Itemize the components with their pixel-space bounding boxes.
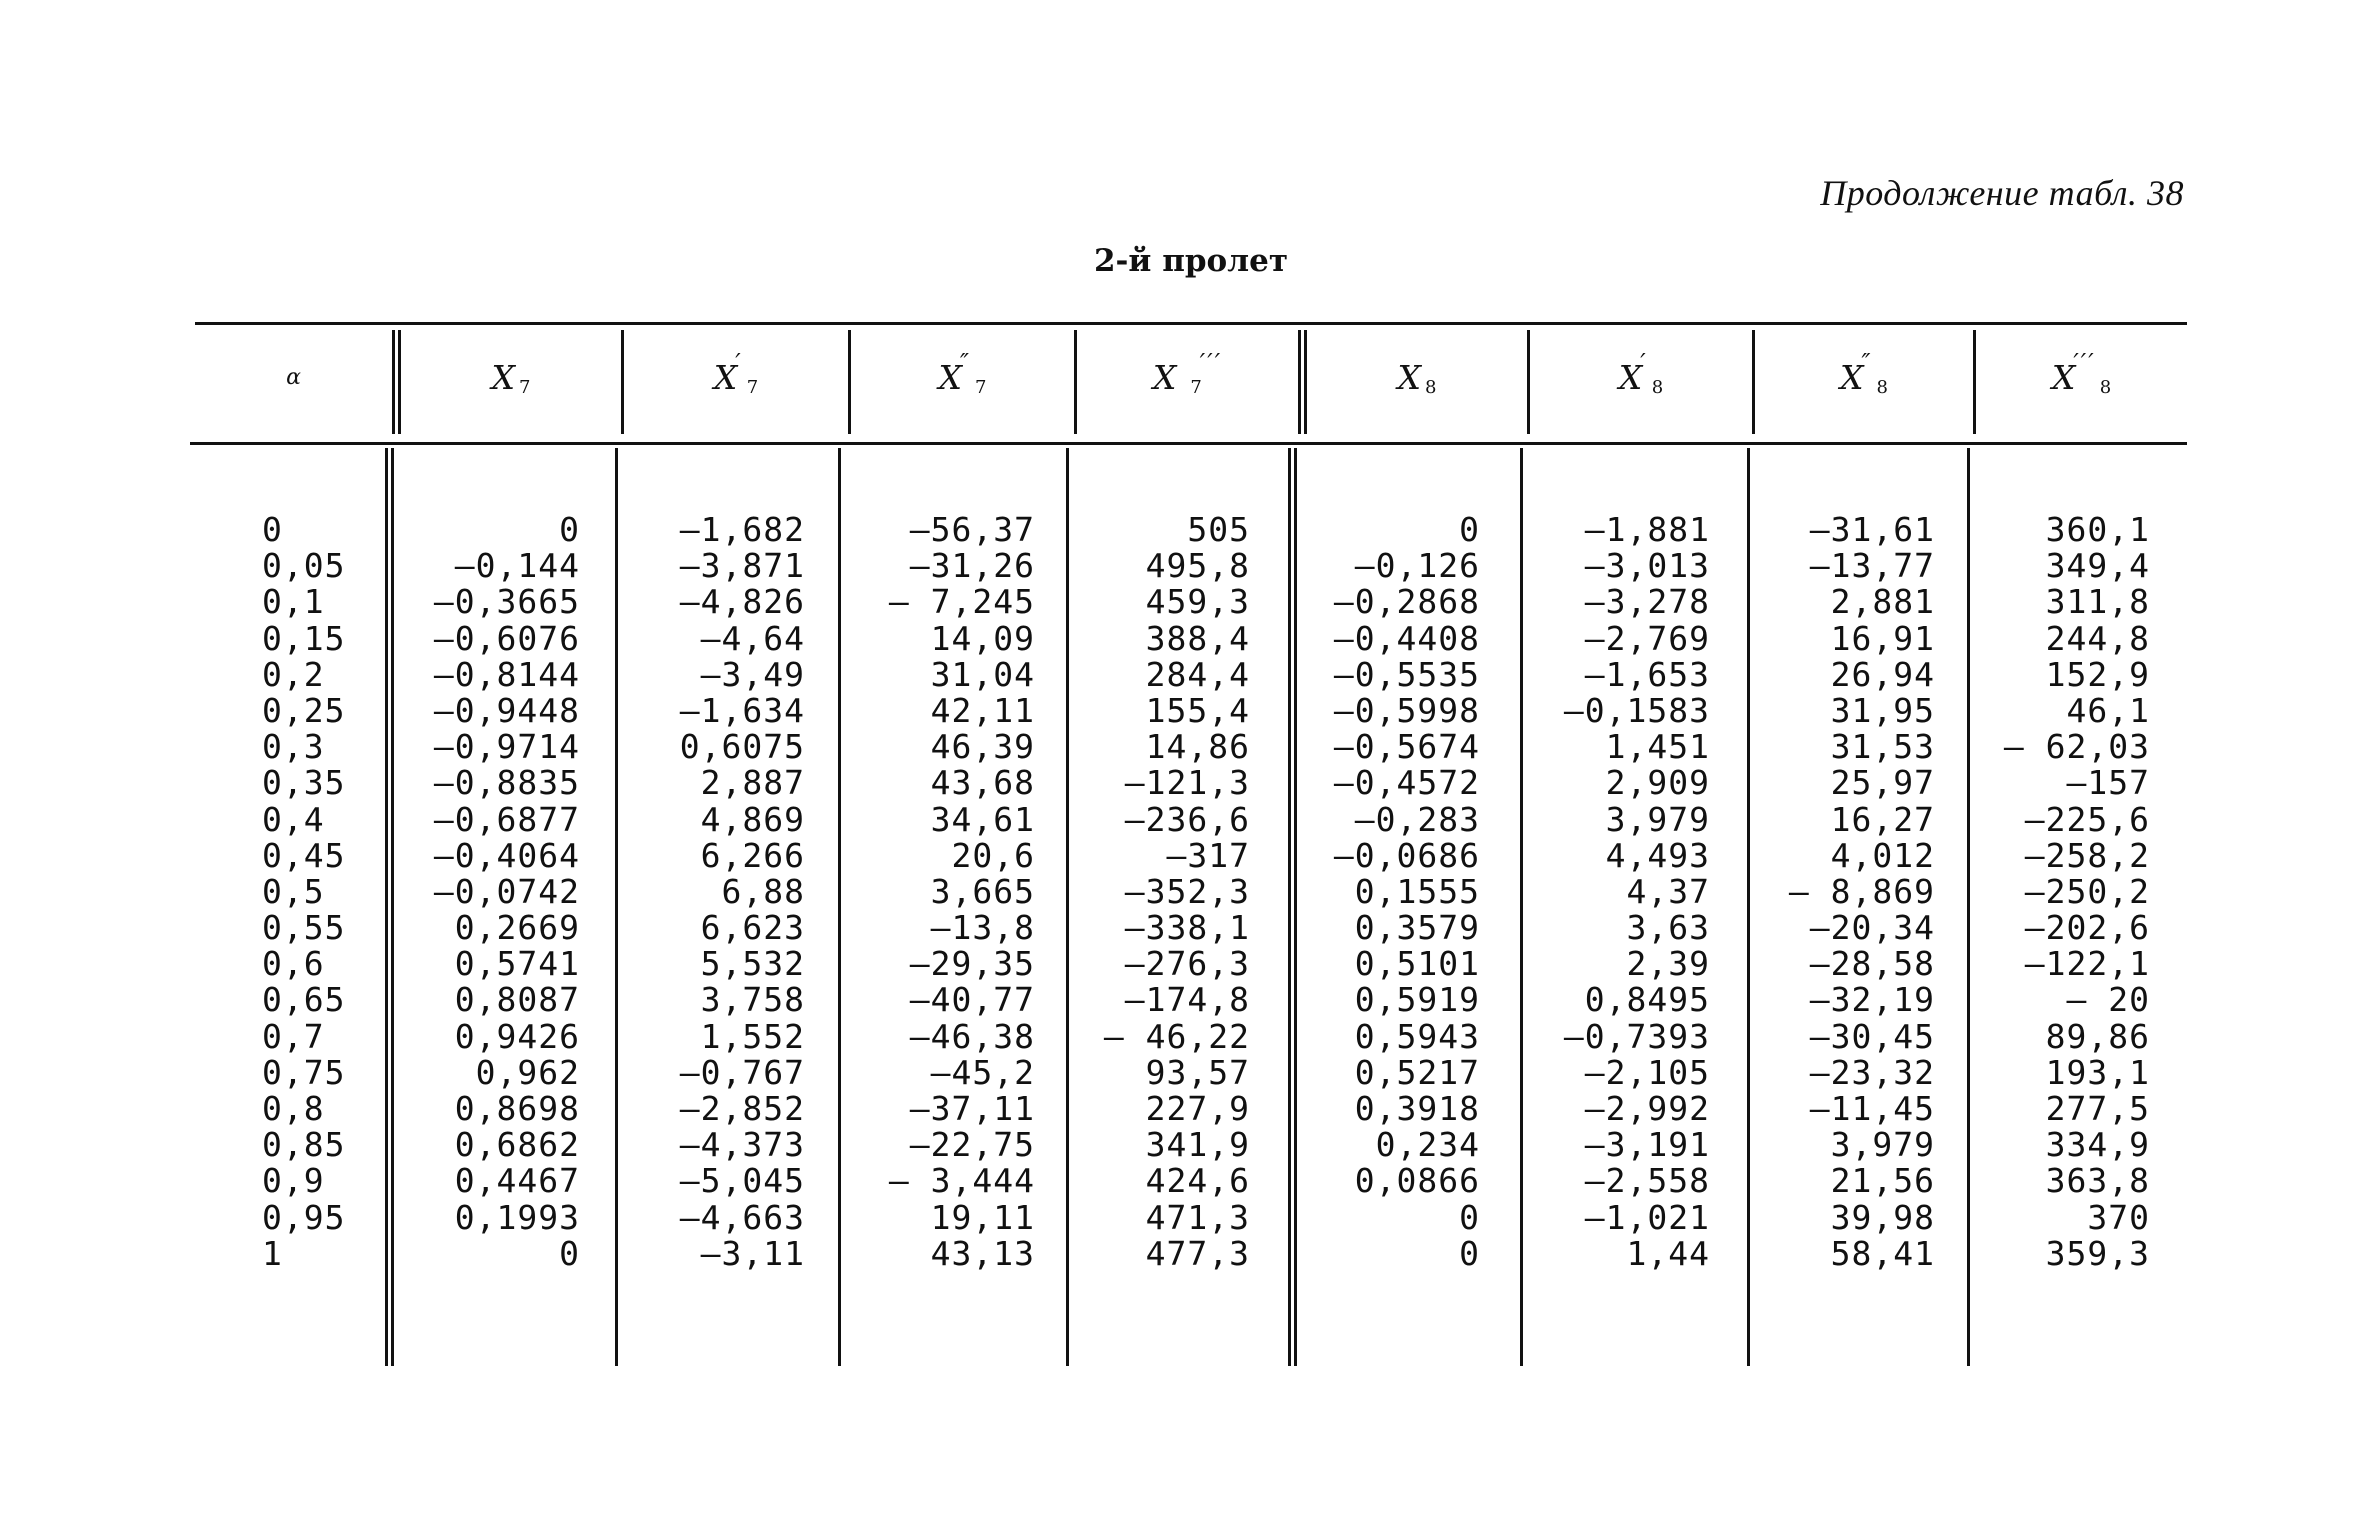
table-cell: 0	[559, 1233, 580, 1273]
span-title: 2-й пролет	[1093, 243, 1289, 279]
table-cell: 2,887	[700, 763, 805, 803]
table-cell: —32,19	[1809, 980, 1935, 1020]
table-cell: —22,75	[909, 1125, 1035, 1165]
table-cell: 0,3579	[1354, 908, 1480, 948]
table-cell: —258,2	[2024, 835, 2150, 875]
table-cell: 2,909	[1605, 763, 1710, 803]
table-cell: —250,2	[2024, 871, 2150, 911]
table-cell: 0	[559, 510, 580, 549]
table-cell: 46,39	[930, 727, 1035, 767]
table-cell: 334,9	[2045, 1125, 2150, 1165]
table-cell: —0,126	[1354, 546, 1480, 586]
body-separator-6	[1520, 448, 1523, 1366]
header-x8-double-prime	[1755, 322, 1973, 432]
table-cell: 42,11	[930, 690, 1035, 730]
table-cell: 0,75	[262, 1052, 346, 1092]
table-cell: 2,39	[1626, 944, 1710, 984]
table-cell: 0	[262, 510, 283, 549]
table-cell: —0,1583	[1563, 690, 1710, 730]
header-x8pp-sub: 8	[1876, 376, 1888, 398]
table-cell: 31,53	[1830, 727, 1935, 767]
table-cell: —276,3	[1124, 944, 1250, 984]
table-cell: 0,05	[262, 546, 346, 586]
table-cell: —31,61	[1809, 510, 1935, 549]
table-cell: 0,0866	[1354, 1161, 1480, 1201]
table-cell: —338,1	[1124, 908, 1250, 948]
table-cell: —1,653	[1584, 654, 1710, 694]
table-cell: —13,77	[1809, 546, 1935, 586]
table-cell: —56,37	[909, 510, 1035, 549]
table-cell: 0,85	[262, 1125, 346, 1165]
table-cell: 388,4	[1145, 618, 1250, 658]
table-cell: —0,3665	[433, 582, 580, 622]
header-x7pp-prime: ″	[960, 349, 971, 377]
table-cell: —0,6076	[433, 618, 580, 658]
table-cell: —2,992	[1584, 1089, 1710, 1128]
table-cell: —20,34	[1809, 908, 1935, 948]
table-cell: 459,3	[1145, 582, 1250, 622]
table-cell: —202,6	[2024, 908, 2150, 948]
table-cell: 0,9	[262, 1161, 325, 1201]
table-cell: 284,4	[1145, 654, 1250, 694]
table-cell: 0,15	[262, 618, 346, 658]
table-cell: 424,6	[1145, 1161, 1250, 1201]
table-cell: 359,3	[2045, 1233, 2150, 1273]
table-cell: 152,9	[2045, 654, 2150, 694]
table-cell: 0,1555	[1354, 871, 1480, 911]
header-x8-triple-prime	[1976, 322, 2187, 432]
table-cell: —0,8835	[433, 763, 580, 803]
table-cell: —122,1	[2024, 944, 2150, 984]
table-cell: —45,2	[930, 1052, 1035, 1092]
table-cell: 3,665	[930, 871, 1035, 911]
header-x8pp-prime: ″	[1861, 349, 1873, 377]
table-cell: 0,3918	[1354, 1089, 1480, 1128]
table-cell: 0,7	[262, 1016, 325, 1056]
table-cell: —29,35	[909, 944, 1035, 984]
table-cell: —0,0742	[433, 871, 580, 911]
header-x8-sub: 8	[1425, 376, 1437, 398]
header-x7pp-sub: 7	[975, 376, 987, 398]
table-cell: 26,94	[1830, 654, 1935, 694]
table-cell: —0,4064	[433, 835, 580, 875]
table-cell: —1,021	[1584, 1197, 1710, 1237]
table-cell: 3,758	[700, 980, 805, 1020]
header-x7	[401, 322, 621, 432]
table-cell: —0,9714	[433, 727, 580, 767]
table-cell: —5,045	[679, 1161, 805, 1201]
table-cell: —0,8144	[433, 654, 580, 694]
table-cell: 0	[1459, 510, 1480, 549]
header-x7-double-prime	[851, 322, 1074, 432]
table-cell: —37,11	[909, 1089, 1035, 1128]
header-x8ppp-prime: ′′′	[2073, 349, 2096, 377]
table-cell: 0,6862	[454, 1125, 580, 1165]
table-cell: —0,5674	[1333, 727, 1480, 767]
table-cell: 19,11	[930, 1197, 1035, 1237]
table-cell: —40,77	[909, 980, 1035, 1020]
table-cell: —2,558	[1584, 1161, 1710, 1201]
table-cell: 0,35	[262, 763, 346, 803]
table-cell: 0,8	[262, 1089, 325, 1128]
table-cell: 0,2	[262, 654, 325, 694]
table-cell: 0,1993	[454, 1197, 580, 1237]
table-cell: —225,6	[2024, 799, 2150, 839]
table-cell: — 62,03	[2003, 727, 2150, 767]
table-cell: 495,8	[1145, 546, 1250, 586]
table-cell: 3,979	[1830, 1125, 1935, 1165]
table-cell: —46,38	[909, 1016, 1035, 1056]
table-cell: 14,86	[1145, 727, 1250, 767]
body-separator-double-1b	[391, 448, 394, 1366]
table-cell: 360,1	[2045, 510, 2150, 549]
table-cell: —352,3	[1124, 871, 1250, 911]
header-x7-label: X	[491, 357, 516, 397]
header-bottom-rule	[190, 442, 2187, 445]
table-cell: 0,6	[262, 944, 325, 984]
table-cell: —13,8	[930, 908, 1035, 948]
table-cell: —0,144	[454, 546, 580, 586]
table-cell: —0,283	[1354, 799, 1480, 839]
column-x7	[425, 512, 580, 1272]
table-cell: 0	[1459, 1197, 1480, 1237]
table-cell: 363,8	[2045, 1161, 2150, 1201]
table-cell: —157	[2066, 763, 2150, 803]
table-cell: 155,4	[1145, 690, 1250, 730]
table-cell: 505	[1187, 510, 1250, 549]
table-cell: 0,6075	[679, 727, 805, 767]
column-x8	[1320, 512, 1480, 1272]
body-separator-double-5b	[1294, 448, 1297, 1366]
table-cell: —0,4572	[1333, 763, 1480, 803]
table-cell: 0,4467	[454, 1161, 580, 1201]
header-x7-triple-prime	[1077, 322, 1298, 432]
header-x7ppp-label: X	[1152, 357, 1177, 397]
table-cell: — 20	[2066, 980, 2150, 1020]
table-cell: —0,0686	[1333, 835, 1480, 875]
header-x8-prime	[1530, 322, 1752, 432]
table-cell: 370	[2087, 1197, 2150, 1237]
table-cell: 349,4	[2045, 546, 2150, 586]
table-cell: 21,56	[1830, 1161, 1935, 1201]
table-cell: 4,37	[1626, 871, 1710, 911]
table-cell: 0,55	[262, 908, 346, 948]
table-cell: 34,61	[930, 799, 1035, 839]
table-cell: 16,27	[1830, 799, 1935, 839]
column-x7-prime	[640, 512, 805, 1272]
table-cell: 0,65	[262, 980, 346, 1020]
table-cell: — 8,869	[1788, 871, 1935, 911]
table-cell: 14,09	[930, 618, 1035, 658]
table-cell: 43,13	[930, 1233, 1035, 1273]
table-cell: 6,88	[721, 871, 805, 911]
table-cell: —4,663	[679, 1197, 805, 1237]
header-alpha-label: α	[286, 364, 301, 390]
table-cell: 1	[262, 1233, 283, 1273]
table-cell: 1,552	[700, 1016, 805, 1056]
table-cell: —4,373	[679, 1125, 805, 1165]
body-separator-8	[1967, 448, 1970, 1366]
header-x8p-sub: 8	[1651, 376, 1664, 398]
table-cell: 244,8	[2045, 618, 2150, 658]
table-cell: 5,532	[700, 944, 805, 984]
table-cell: —0,5535	[1333, 654, 1480, 694]
table-cell: 0,45	[262, 835, 346, 875]
header-x7-sub: 7	[519, 376, 531, 398]
header-separator-double-1a	[392, 330, 395, 434]
table-cell: 20,6	[951, 835, 1035, 875]
table-cell: 6,623	[700, 908, 805, 948]
table-cell: 4,012	[1830, 835, 1935, 875]
table-cell: 341,9	[1145, 1125, 1250, 1165]
table-cell: 31,04	[930, 654, 1035, 694]
table-cell: —1,682	[679, 510, 805, 549]
table-cell: —23,32	[1809, 1052, 1935, 1092]
table-cell: 43,68	[930, 763, 1035, 803]
table-cell: 1,44	[1626, 1233, 1710, 1273]
table-cell: —3,278	[1584, 582, 1710, 622]
table-cell: 39,98	[1830, 1197, 1935, 1237]
header-x8p-label: X	[1618, 357, 1643, 397]
table-cell: 0,962	[475, 1052, 580, 1092]
table-cell: —2,769	[1584, 618, 1710, 658]
table-cell: 0,95	[262, 1197, 346, 1237]
table-cell: 311,8	[2045, 582, 2150, 622]
table-cell: 3,979	[1605, 799, 1710, 839]
table-cell: 0,4	[262, 799, 325, 839]
table-cell: —317	[1166, 835, 1250, 875]
table-cell: 0,234	[1375, 1125, 1480, 1165]
body-separator-3	[838, 448, 841, 1366]
table-cell: —0,2868	[1333, 582, 1480, 622]
table-cell: —0,4408	[1333, 618, 1480, 658]
table-cell: 0,5919	[1354, 980, 1480, 1020]
table-cell: —236,6	[1124, 799, 1250, 839]
table-cell: 277,5	[2045, 1089, 2150, 1128]
table-cell: —4,826	[679, 582, 805, 622]
table-cell: 31,95	[1830, 690, 1935, 730]
table-cell: —11,45	[1809, 1089, 1935, 1128]
table-cell: 0,5943	[1354, 1016, 1480, 1056]
table-cell: —174,8	[1124, 980, 1250, 1020]
header-x8pp-label: X	[1840, 357, 1864, 397]
table-cell: —0,767	[679, 1052, 805, 1092]
table-cell: —31,26	[909, 546, 1035, 586]
table-cell: 0,5101	[1354, 944, 1480, 984]
table-cell: 0,5	[262, 871, 325, 911]
table-cell: 0,5217	[1354, 1052, 1480, 1092]
table-cell: 0,25	[262, 690, 346, 730]
table-cell: —3,013	[1584, 546, 1710, 586]
table-cell: — 7,245	[888, 582, 1035, 622]
table-cell: 0,5741	[454, 944, 580, 984]
column-x8-triple-prime	[1985, 512, 2150, 1272]
header-x8ppp-sub: 8	[2099, 376, 2112, 398]
table-cell: 58,41	[1830, 1233, 1935, 1273]
header-x7-prime	[624, 322, 848, 432]
column-x7-double-prime	[870, 512, 1035, 1272]
table-cell: —3,871	[679, 546, 805, 586]
table-cell: —28,58	[1809, 944, 1935, 984]
table-cell: 227,9	[1145, 1089, 1250, 1128]
body-separator-4	[1066, 448, 1069, 1366]
table-cell: 89,86	[2045, 1016, 2150, 1056]
table-cell: 4,869	[700, 799, 805, 839]
header-alpha	[195, 322, 392, 432]
body-separator-double-5a	[1288, 448, 1291, 1366]
table-cell: 4,493	[1605, 835, 1710, 875]
table-cell: 3,63	[1626, 908, 1710, 948]
column-x8-double-prime	[1770, 512, 1935, 1272]
header-x8p-prime: ′	[1640, 349, 1648, 377]
body-separator-2	[615, 448, 618, 1366]
table-cell: 0,8495	[1584, 980, 1710, 1020]
table-cell: —0,7393	[1563, 1016, 1710, 1056]
header-x8	[1307, 322, 1527, 432]
column-x8-prime	[1540, 512, 1710, 1272]
header-x7ppp-sub: 7	[1190, 376, 1202, 398]
table-cell: 1,451	[1605, 727, 1710, 767]
table-cell: —30,45	[1809, 1016, 1935, 1056]
table-cell: —0,6877	[433, 799, 580, 839]
header-x7p-label: X	[713, 357, 738, 397]
table-cell: 193,1	[2045, 1052, 2150, 1092]
header-x8-label: X	[1397, 357, 1422, 397]
table-cell: 0,8087	[454, 980, 580, 1020]
table-cell: 0,8698	[454, 1089, 580, 1128]
table-cell: —2,105	[1584, 1052, 1710, 1092]
table-cell: —1,881	[1584, 510, 1710, 549]
table-cell: 0,9426	[454, 1016, 580, 1056]
table-cell: 25,97	[1830, 763, 1935, 803]
table-cell: 0,3	[262, 727, 325, 767]
table-cell: 16,91	[1830, 618, 1935, 658]
table-cell: 0,2669	[454, 908, 580, 948]
header-x7p-prime: ′	[735, 349, 743, 377]
table-cell: —121,3	[1124, 763, 1250, 803]
table-cell: 46,1	[2066, 690, 2150, 730]
table-cell: —1,634	[679, 690, 805, 730]
header-x7pp-label: X	[938, 357, 963, 397]
table-cell: 477,3	[1145, 1233, 1250, 1273]
table-cell: 6,266	[700, 835, 805, 875]
continuation-note: Продолжение табл. 38	[1820, 173, 2184, 213]
table-cell: —2,852	[679, 1089, 805, 1128]
body-separator-7	[1747, 448, 1750, 1366]
table-cell: —4,64	[700, 618, 805, 658]
header-x7ppp-prime: ′′′	[1199, 349, 1223, 377]
column-alpha	[262, 512, 382, 1272]
header-x8ppp-label: X	[2051, 357, 2076, 397]
table-cell: —3,191	[1584, 1125, 1710, 1165]
table-cell: 471,3	[1145, 1197, 1250, 1237]
table-cell: —0,5998	[1333, 690, 1480, 730]
header-x7p-sub: 7	[746, 376, 759, 398]
body-separator-double-1a	[385, 448, 388, 1366]
table-cell: — 3,444	[888, 1161, 1035, 1201]
table-cell: 93,57	[1145, 1052, 1250, 1092]
table-cell: 0	[1459, 1233, 1480, 1273]
table-cell: 2,881	[1830, 582, 1935, 622]
table-cell: 0,1	[262, 582, 325, 622]
table-cell: —3,49	[700, 654, 805, 694]
column-x7-triple-prime	[1090, 512, 1250, 1272]
table-cell: —3,11	[700, 1233, 805, 1273]
table-cell: —0,9448	[433, 690, 580, 730]
table-cell: — 46,22	[1103, 1016, 1250, 1056]
header-separator-double-5a	[1298, 330, 1301, 434]
